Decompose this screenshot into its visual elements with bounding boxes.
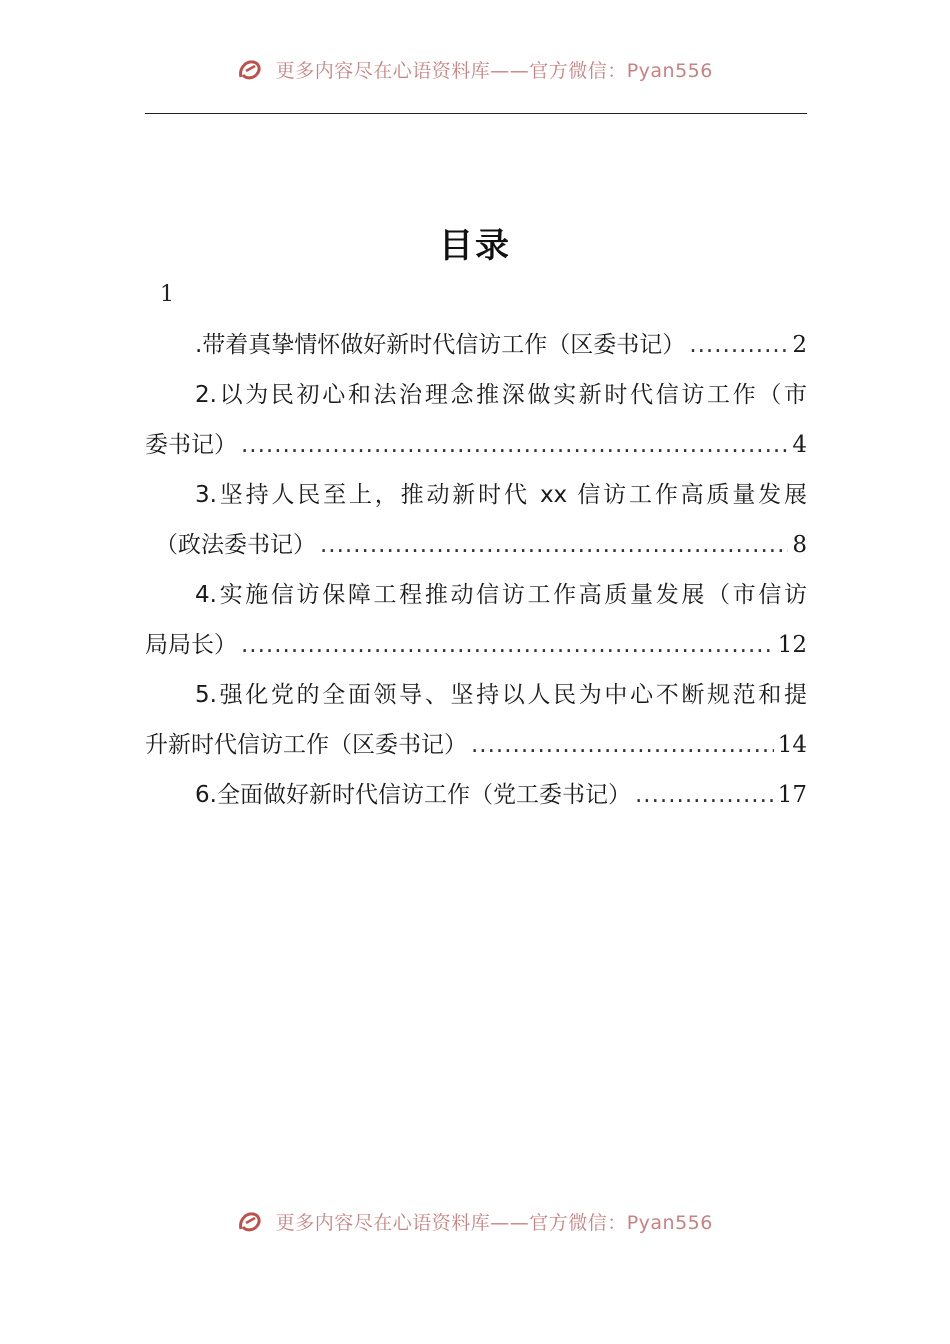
- toc-entry-title: .带着真挚情怀做好新时代信访工作（区委书记）: [195, 332, 686, 358]
- toc-entry-3-line-1[interactable]: [145, 470, 807, 520]
- watermark-text: 更多内容尽在心语资料库——官方微信：Pyan556: [275, 60, 713, 82]
- toc-entry-3-line-2[interactable]: [145, 520, 807, 570]
- toc-page-number: 12: [777, 632, 807, 658]
- toc-leader-dots: [689, 320, 788, 370]
- toc-entry-title: 5.强化党的全面领导、坚持以人民为中心不断规范和提: [195, 682, 807, 708]
- toc-entry-title: 3.坚持人民至上，推动新时代 xx 信访工作高质量发展: [195, 482, 807, 508]
- toc-entry-2-line-2[interactable]: [145, 420, 807, 470]
- logo-icon: [237, 57, 263, 83]
- toc-entry-title: 4.实施信访保障工程推动信访工作高质量发展（市信访: [195, 582, 807, 608]
- page-title: 目录: [439, 226, 511, 266]
- toc-leader-dots: [241, 620, 774, 670]
- toc-page-number: 8: [792, 532, 807, 558]
- toc-page-number: 17: [777, 782, 807, 808]
- header-divider: [145, 113, 807, 114]
- toc-leader-dots: [241, 420, 788, 470]
- toc-entry-title-continued: 升新时代信访工作（区委书记）: [145, 732, 467, 758]
- table-of-contents: [145, 320, 807, 820]
- footer-watermark: [0, 1208, 950, 1235]
- toc-entry-2-line-1[interactable]: [145, 370, 807, 420]
- toc-entry-5-line-1[interactable]: [145, 670, 807, 720]
- toc-leader-dots: [471, 720, 774, 770]
- toc-entry-4-line-2[interactable]: [145, 620, 807, 670]
- toc-leader-dots: [635, 770, 774, 820]
- toc-entry-6[interactable]: [145, 770, 807, 820]
- watermark-text: 更多内容尽在心语资料库——官方微信：Pyan556: [275, 1212, 713, 1234]
- toc-entry-5-line-2[interactable]: [145, 720, 807, 770]
- toc-entry-title-continued: 委书记）: [145, 432, 237, 458]
- toc-entry-4-line-1[interactable]: [145, 570, 807, 620]
- logo-icon: [237, 1209, 263, 1235]
- toc-page-number: 2: [792, 332, 807, 358]
- header-watermark: [0, 56, 950, 83]
- toc-entry-1[interactable]: [145, 320, 807, 370]
- toc-leader-dots: [320, 520, 788, 570]
- toc-entry-title: 6.全面做好新时代信访工作（党工委书记）: [195, 782, 631, 808]
- toc-entry-title-continued: 局局长）: [145, 632, 237, 658]
- toc-page-number: 4: [792, 432, 807, 458]
- toc-leading-number: 1: [160, 282, 174, 307]
- toc-entry-title: 2.以为民初心和法治理念推深做实新时代信访工作（市: [195, 382, 807, 408]
- toc-entry-title-continued: （政法委书记）: [155, 532, 316, 558]
- toc-page-number: 14: [777, 732, 807, 758]
